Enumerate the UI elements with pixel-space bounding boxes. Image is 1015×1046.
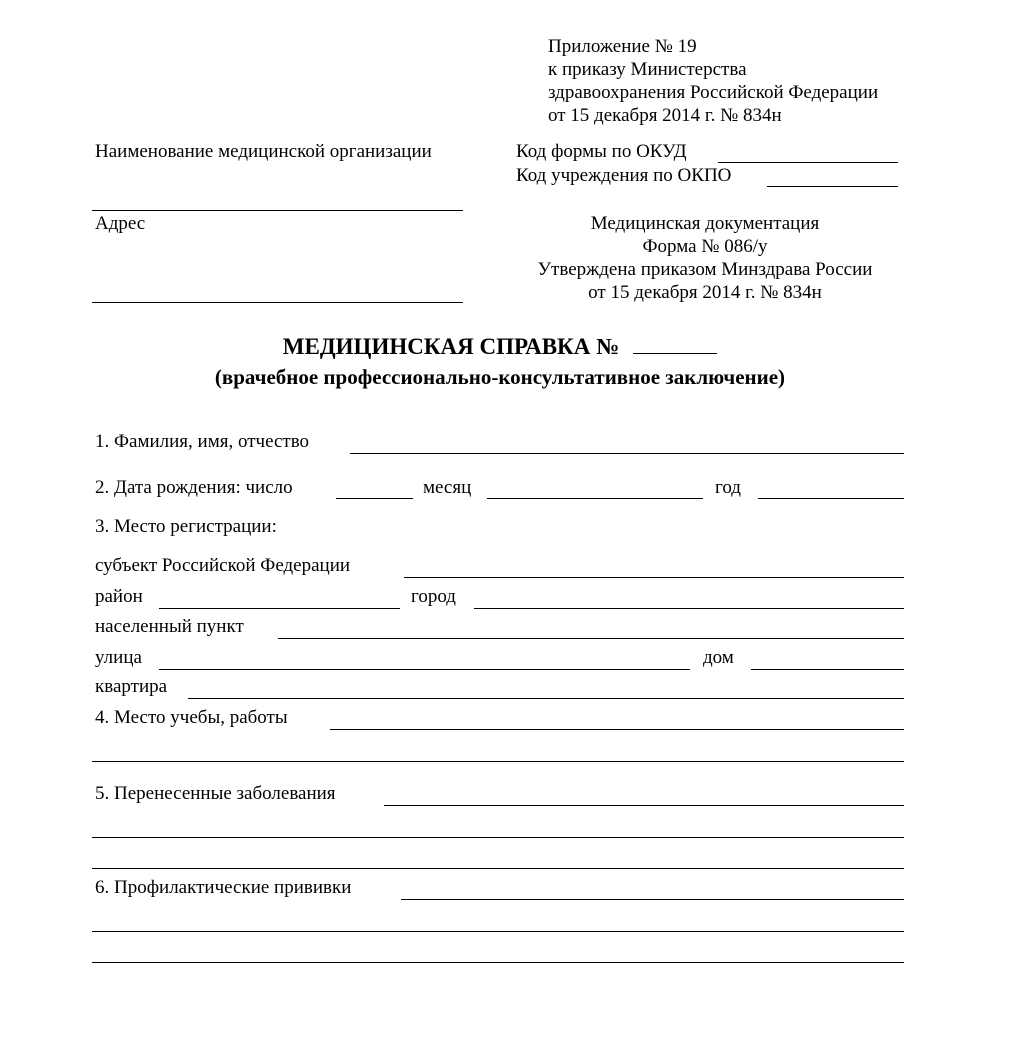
appendix-line-2: к приказу Министерства <box>548 59 747 80</box>
diseases-field[interactable] <box>384 805 904 806</box>
okpo-field[interactable] <box>767 186 898 187</box>
study-work-field[interactable] <box>330 729 904 730</box>
diseases-field-line-3[interactable] <box>92 868 904 869</box>
appendix-line-4: от 15 декабря 2014 г. № 834н <box>548 105 782 126</box>
study-work-label: 4. Место учебы, работы <box>95 707 288 728</box>
district-label: район <box>95 586 143 607</box>
form-info-line-2: Форма № 086/у <box>642 236 768 257</box>
settlement-label: населенный пункт <box>95 616 244 637</box>
address-label: Адрес <box>95 213 146 234</box>
vaccinations-label: 6. Профилактические прививки <box>95 877 352 898</box>
vaccinations-field-line-2[interactable] <box>92 931 904 932</box>
street-field[interactable] <box>159 669 690 670</box>
okud-field[interactable] <box>718 162 898 163</box>
form-info-line-4: от 15 декабря 2014 г. № 834н <box>588 282 822 303</box>
diseases-label: 5. Перенесенные заболевания <box>95 783 336 804</box>
subject-label: субъект Российской Федерации <box>95 555 351 576</box>
fio-label: 1. Фамилия, имя, отчество <box>95 431 310 452</box>
birth-year-field[interactable] <box>758 498 904 499</box>
fio-field[interactable] <box>350 453 904 454</box>
district-field[interactable] <box>159 608 400 609</box>
diseases-field-line-2[interactable] <box>92 837 904 838</box>
birth-month-field[interactable] <box>487 498 703 499</box>
vaccinations-field-line-3[interactable] <box>92 962 904 963</box>
house-field[interactable] <box>751 669 904 670</box>
document-title: МЕДИЦИНСКАЯ СПРАВКА № <box>282 334 620 359</box>
registration-label: 3. Место регистрации: <box>95 516 277 537</box>
vaccinations-field[interactable] <box>401 899 904 900</box>
form-info-line-1: Медицинская документация <box>590 213 820 234</box>
form-info-line-3: Утверждена приказом Минздрава России <box>537 259 873 280</box>
org-name-label: Наименование медицинской организации <box>95 141 432 162</box>
okud-label: Код формы по ОКУД <box>516 141 687 162</box>
city-field[interactable] <box>474 608 904 609</box>
study-work-field-line-2[interactable] <box>92 761 904 762</box>
certificate-number-field[interactable] <box>633 333 717 354</box>
org-name-field[interactable] <box>92 210 463 211</box>
birth-month-label: месяц <box>423 477 472 498</box>
appendix-line-1: Приложение № 19 <box>548 36 697 57</box>
settlement-field[interactable] <box>278 638 904 639</box>
birth-day-field[interactable] <box>336 498 413 499</box>
document-subtitle: (врачебное профессионально-консультативное заключение) <box>214 365 786 389</box>
house-label: дом <box>703 647 734 668</box>
okpo-label: Код учреждения по ОКПО <box>516 165 732 186</box>
street-label: улица <box>95 647 142 668</box>
address-field[interactable] <box>92 302 463 303</box>
city-label: город <box>411 586 456 607</box>
subject-field[interactable] <box>404 577 904 578</box>
birth-year-label: год <box>715 477 741 498</box>
apartment-label: квартира <box>95 676 168 697</box>
document-title-row <box>0 333 1000 361</box>
appendix-line-3: здравоохранения Российской Федерации <box>548 82 879 103</box>
apartment-field[interactable] <box>188 698 904 699</box>
birth-day-label: 2. Дата рождения: число <box>95 477 293 498</box>
